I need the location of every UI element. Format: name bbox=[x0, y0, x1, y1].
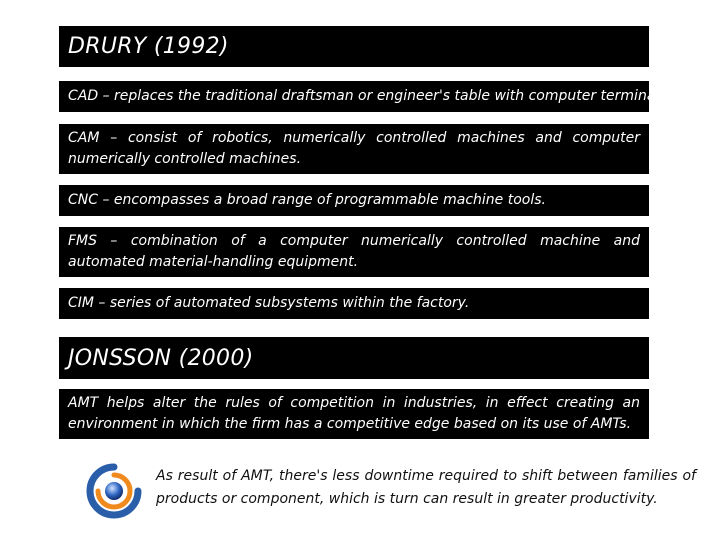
jonsson-title: JONSSON (2000) bbox=[68, 345, 254, 371]
footer-note: As result of AMT, there's less downtime required to shift between families of products or component, which is turn can result in greater productivity. bbox=[156, 468, 696, 507]
drury-item-cnc bbox=[59, 185, 649, 216]
jonsson-text: AMT helps alter the rules of competition in industries, in effect creating an environment in which the firm has a competitive edge based on its use of AMTs. bbox=[68, 395, 640, 432]
jonsson-text-box bbox=[59, 389, 649, 439]
jonsson-title-box bbox=[59, 337, 649, 379]
drury-title-box bbox=[59, 26, 649, 67]
drury-item-fms bbox=[59, 227, 649, 277]
drury-item-text: CNC – encompasses a broad range of programmable machine tools. bbox=[68, 192, 546, 208]
drury-item-cim bbox=[59, 288, 649, 319]
drury-item-text: CIM – series of automated subsystems within the factory. bbox=[68, 295, 470, 311]
drury-item-cad bbox=[59, 81, 664, 112]
drury-item-cam bbox=[59, 124, 649, 174]
drury-item-text: CAD – replaces the traditional draftsman or engineer's table with computer terminal. bbox=[68, 88, 664, 104]
globe-swirl-logo-icon bbox=[85, 462, 143, 520]
drury-item-text: CAM – consist of robotics, numerically controlled machines and computer numerically controlled machines. bbox=[68, 130, 640, 167]
drury-item-text: FMS – combination of a computer numerically controlled machine and automated material-handling equipment. bbox=[68, 233, 640, 270]
drury-title: DRURY (1992) bbox=[68, 34, 229, 59]
